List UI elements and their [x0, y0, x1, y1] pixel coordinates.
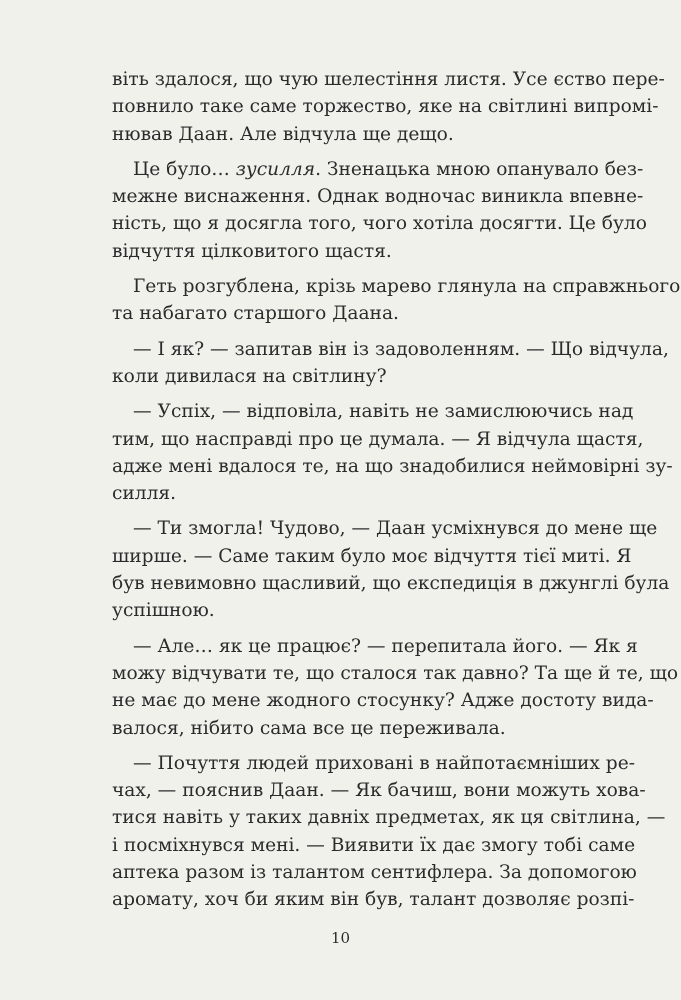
- paragraph-5: [112, 398, 673, 507]
- paragraph-4: [112, 336, 669, 391]
- text-line: можу відчувати те, що сталося так давно? Та ще й те, що: [112, 662, 679, 684]
- text-line: — Але… як це працює? — перепитала його. — Як я: [133, 635, 638, 657]
- text-line: аптека разом із талантом сентифлера. За допомогою: [112, 862, 637, 884]
- text-line: — Ти змогла! Чудово, — Даан усміхнувся до мене ще: [133, 518, 658, 540]
- text-line: [112, 156, 644, 183]
- text-line: нював Даан. Але відчула ще дещо.: [112, 123, 454, 145]
- text-line: чах, — пояснив Даан. — Як бачиш, вони можуть хова-: [112, 780, 646, 802]
- text-line: силля.: [112, 483, 177, 505]
- paragraph-2: [112, 156, 647, 265]
- book-page-text: [112, 66, 681, 914]
- text-line: валося, нібито сама все це переживала.: [112, 717, 506, 739]
- text-line: — І як? — запитав він із задоволенням. — Що відчула,: [133, 338, 669, 360]
- text-line: — Почуття людей приховані в найпотаємніших ре-: [133, 752, 635, 774]
- paragraph-6: [112, 515, 670, 624]
- text-line: повнило таке саме торжество, яке на світлині випромі-: [112, 96, 659, 118]
- page-number: 10: [330, 929, 351, 947]
- text-span: Це було…: [133, 158, 236, 180]
- text-line: успішною.: [112, 600, 215, 622]
- text-line: відчуття цілковитого щастя.: [112, 240, 392, 262]
- text-line: був невимовно щасливий, що експедиція в джунглі була: [112, 573, 670, 595]
- text-line: — Успіх, — відповіла, навіть не замислюючись над: [133, 401, 634, 423]
- text-line: межне виснаження. Однак водночас виникла впевне-: [112, 186, 644, 208]
- text-line: та набагато старшого Даана.: [112, 303, 399, 325]
- text-line: не має до мене жодного стосунку? Адже достоту вида-: [112, 690, 654, 712]
- paragraph-7: [112, 633, 679, 742]
- text-line: тися навіть у таких давніх предметах, як ця світлина, —: [112, 807, 666, 829]
- paragraph-1: [112, 66, 665, 148]
- text-line: коли дивилася на світлину?: [112, 365, 387, 387]
- text-line: аромату, хоч би яким він був, талант дозволяє розпі-: [112, 889, 635, 911]
- text-line: адже мені вдалося те, на що знадобилися неймовірні зу-: [112, 455, 673, 477]
- paragraph-8: [112, 750, 666, 914]
- text-line: ширше. — Саме таким було моє відчуття тієї миті. Я: [112, 545, 632, 567]
- text-line: Геть розгублена, крізь марево глянула на справжнього: [133, 276, 681, 298]
- text-line: віть здалося, що чую шелестіння листя. Усе єство пере-: [112, 69, 665, 90]
- italic-word: зусилля: [235, 158, 316, 180]
- text-line: тим, що насправді про це думала. — Я відчула щастя,: [112, 428, 644, 450]
- text-span: . Зненацька мною опанувало без-: [315, 158, 644, 180]
- text-line: ність, що я досягла того, чого хотіла досягти. Це було: [112, 213, 647, 235]
- paragraph-3: [112, 273, 681, 328]
- text-line: і посміхнувся мені. — Виявити їх дає змогу тобі саме: [112, 834, 636, 856]
